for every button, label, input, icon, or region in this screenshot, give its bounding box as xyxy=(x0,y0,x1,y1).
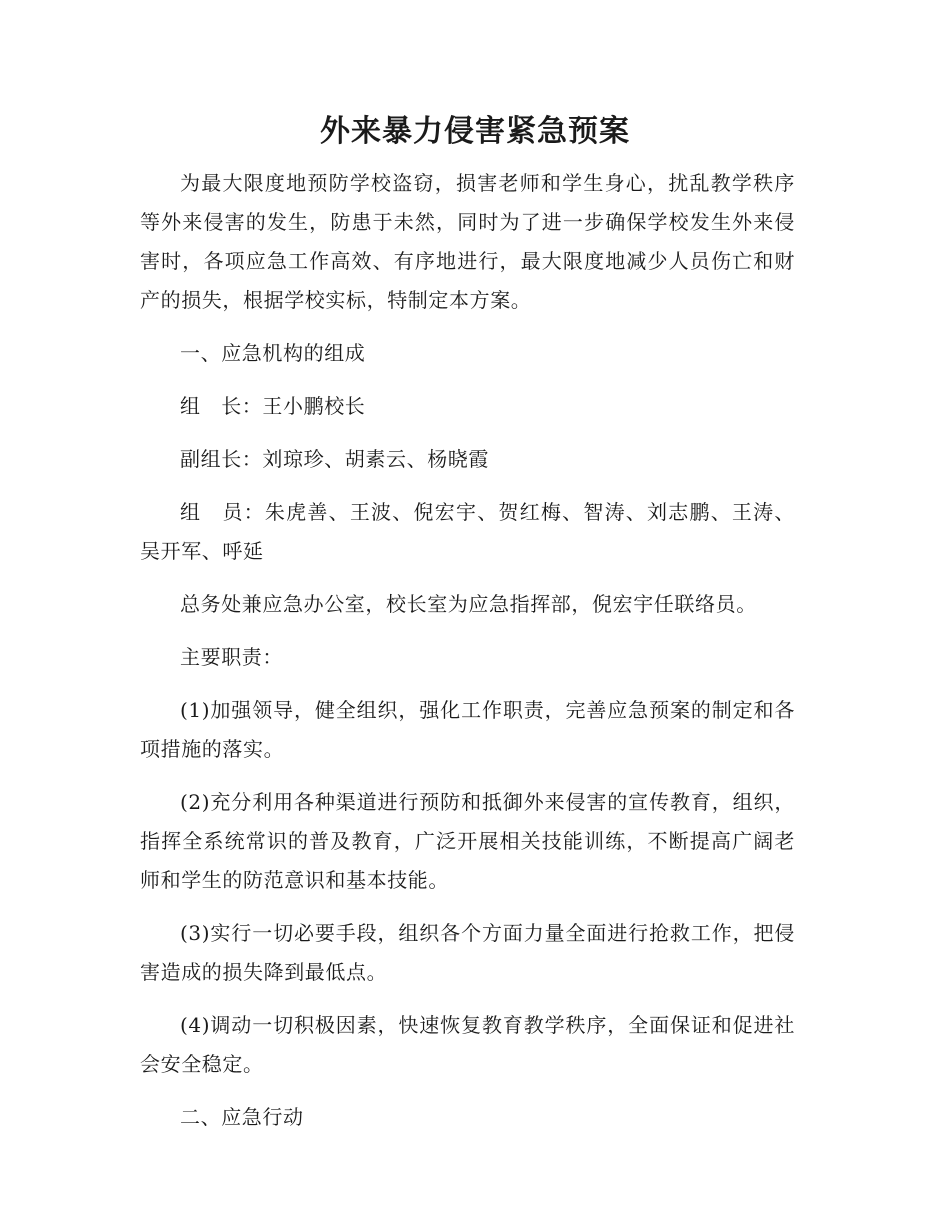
duties-heading: 主要职责： xyxy=(180,645,283,669)
duty-item-2: (2)充分利用各种渠道进行预防和抵御外来侵害的宣传教育，组织，指挥全系统常识的普及教育，广泛开展相关技能训练，不断提高广阔老师和学生的防范意识和基本技能。 xyxy=(140,790,795,892)
document-body xyxy=(140,164,795,1137)
document-title: 外来暴力侵害紧急预案 xyxy=(320,114,630,149)
duty-item-1: (1)加强领导，健全组织，强化工作职责，完善应急预案的制定和各项措施的落实。 xyxy=(140,698,795,761)
office-note-paragraph: 总务处兼应急办公室，校长室为应急指挥部，倪宏宇任联络员。 xyxy=(180,592,757,616)
duty-item-4: (4)调动一切积极因素，快速恢复教育教学秩序，全面保证和促进社会安全稳定。 xyxy=(140,1013,795,1076)
deputy-leader-line: 副组长：刘琼珍、胡素云、杨晓霞 xyxy=(180,447,489,471)
duty-item-3: (3)实行一切必要手段，组织各个方面力量全面进行抢救工作，把侵害造成的损失降到最低点。 xyxy=(140,921,795,984)
group-leader-line: 组 长：王小鹏校长 xyxy=(180,394,366,418)
group-members-line: 组 员：朱虎善、王波、倪宏宇、贺红梅、智涛、刘志鹏、王涛、吴开军、呼延 xyxy=(140,500,795,563)
section-heading-1: 一、应急机构的组成 xyxy=(180,341,366,365)
section-heading-2: 二、应急行动 xyxy=(180,1105,304,1129)
intro-paragraph: 为最大限度地预防学校盗窃，损害老师和学生身心，扰乱教学秩序等外来侵害的发生，防患于未然，同时为了进一步确保学校发生外来侵害时，各项应急工作高效、有序地进行，最大限度地减少人员伤亡和财产的损失，根据学校实标，特制定本方案。 xyxy=(140,171,795,312)
